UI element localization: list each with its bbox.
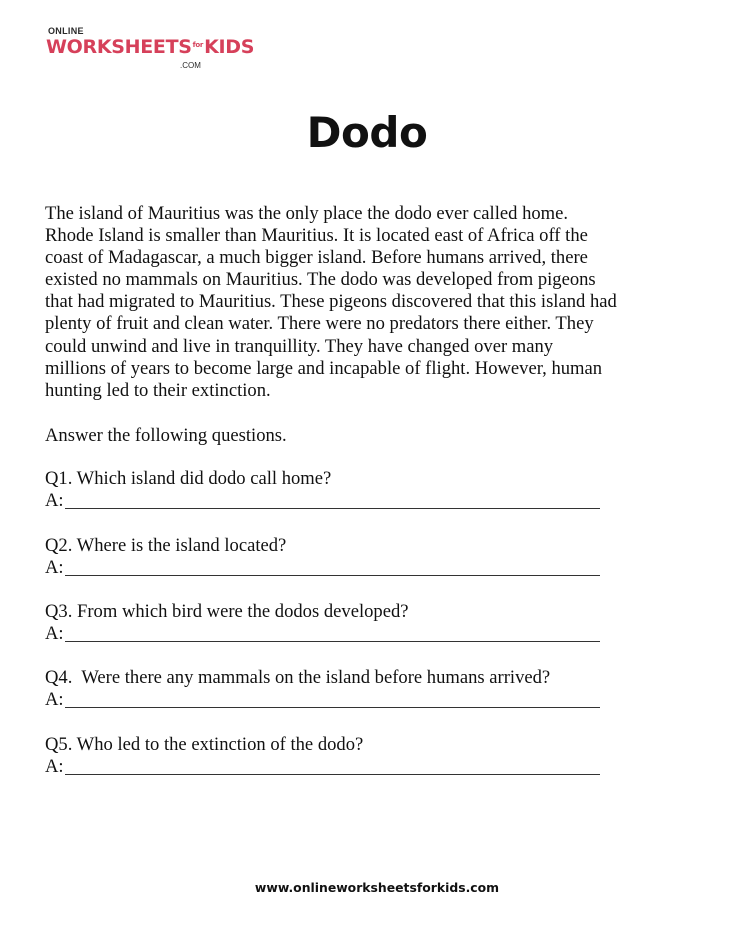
question-text: Q2. Where is the island located?: [45, 535, 287, 556]
answer-field[interactable]: [65, 558, 600, 576]
logo-com-text: .COM: [180, 61, 201, 70]
question-text: Q1. Which island did dodo call home?: [45, 468, 332, 489]
answer-row: [45, 490, 685, 512]
answer-field[interactable]: [65, 757, 600, 775]
answer-row: [45, 689, 685, 711]
reading-passage: [45, 203, 725, 402]
footer-website-url: www.onlineworksheetsforkids.com: [254, 880, 500, 895]
instruction-text: Answer the following questions.: [45, 425, 287, 446]
answer-field[interactable]: [65, 491, 600, 509]
answer-row: [45, 756, 685, 778]
answer-label: A:: [45, 623, 64, 644]
answer-label: A:: [45, 756, 64, 777]
passage-line: plenty of fruit and clean water. There were no predators there either. They: [45, 313, 594, 335]
logo-for-text: for: [192, 41, 204, 49]
answer-label: A:: [45, 490, 64, 511]
answer-label: A:: [45, 689, 64, 710]
answer-row: [45, 557, 685, 579]
answer-field[interactable]: [65, 690, 600, 708]
question-1: [45, 468, 685, 512]
logo-wordmark: [46, 36, 254, 58]
question-3: [45, 601, 685, 645]
passage-line: existed no mammals on Mauritius. The dodo was developed from pigeons: [45, 269, 596, 291]
answer-field[interactable]: [65, 624, 600, 642]
passage-line: The island of Mauritius was the only place the dodo ever called home.: [45, 203, 569, 224]
question-text: Q4. Were there any mammals on the island before humans arrived?: [45, 667, 551, 688]
passage-line: Rhode Island is smaller than Mauritius. It is located east of Africa off the: [45, 225, 588, 247]
passage-line: millions of years to become large and incapable of flight. However, human: [45, 357, 603, 379]
question-2: [45, 535, 685, 579]
passage-line: could unwind and live in tranquillity. They have changed over many: [45, 335, 554, 357]
site-logo: [46, 26, 255, 78]
question-text: Q3. From which bird were the dodos developed?: [45, 601, 409, 622]
passage-line: that had migrated to Mauritius. These pigeons discovered that this island had: [45, 291, 617, 313]
answer-row: [45, 623, 685, 645]
passage-line: coast of Madagascar, a much bigger island. Before humans arrived, there: [45, 247, 588, 269]
question-4: [45, 667, 685, 711]
page-title: Dodo: [306, 108, 428, 157]
logo-kids-text: KIDS: [204, 36, 255, 58]
logo-online-text: ONLINE: [48, 26, 84, 36]
passage-line: hunting led to their extinction.: [45, 379, 271, 401]
question-5: [45, 734, 685, 778]
question-text: Q5. Who led to the extinction of the dodo?: [45, 734, 364, 755]
answer-label: A:: [45, 557, 64, 578]
logo-worksheets-text: WORKSHEETS: [46, 36, 192, 58]
